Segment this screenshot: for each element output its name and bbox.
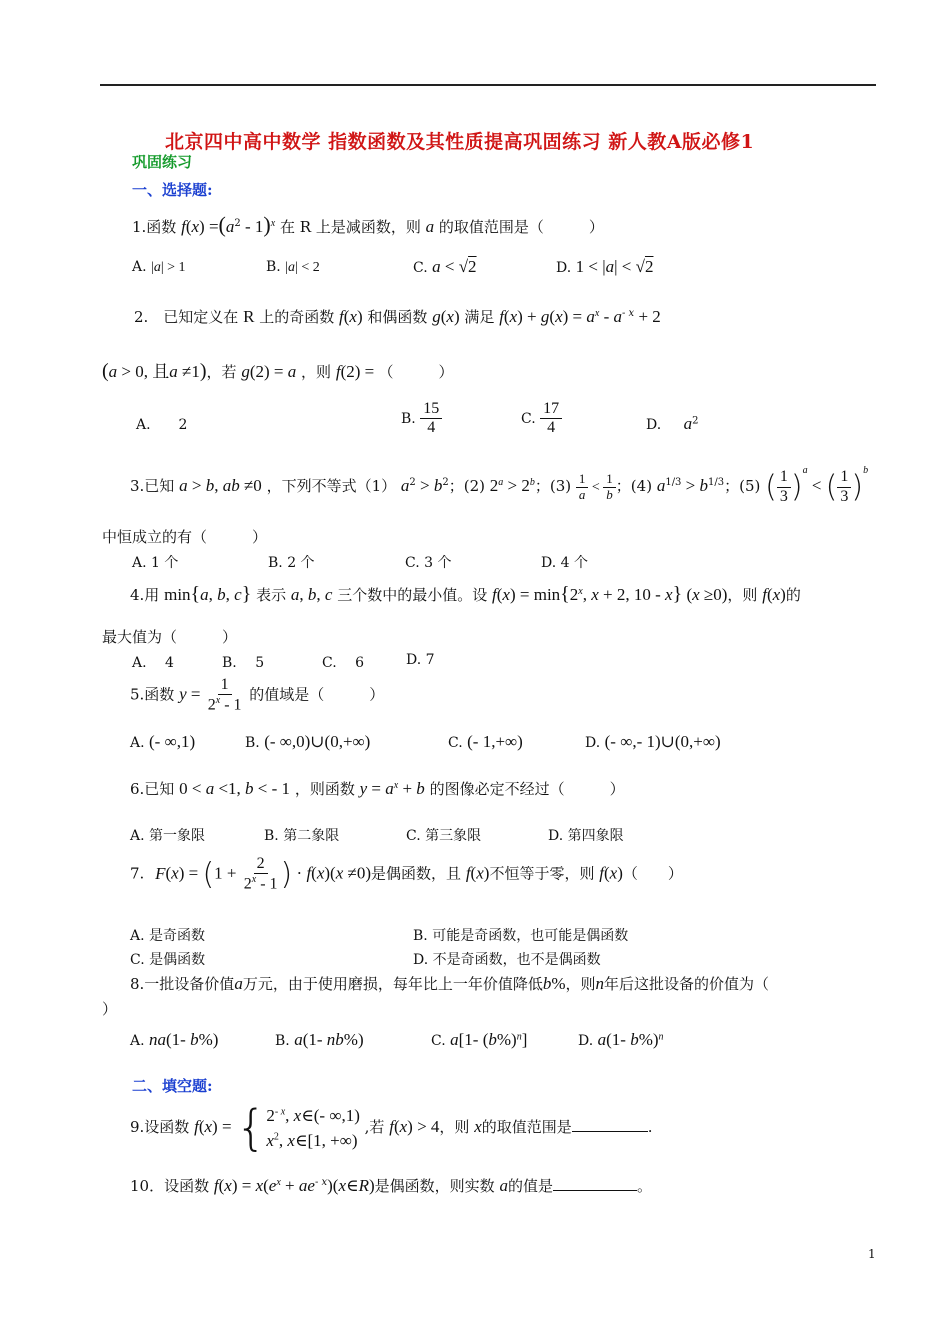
q4-stem-c: 三个数中的最小值。设: [337, 586, 488, 604]
q10-stem-b: 是偶函数，则实数: [374, 1177, 495, 1195]
q1-stem-a: 1.函数: [132, 218, 177, 236]
q3-option-b: B. 2 个: [268, 555, 315, 571]
q5-option-b: B. (- ∞,0)∪(0,+∞): [245, 732, 371, 751]
q5-stem-b: 的值域是（ ）: [249, 685, 385, 704]
header-rule: [100, 84, 876, 86]
q7-option-c: C. 是偶函数: [130, 952, 206, 968]
q10-stem-a: 10．设函数: [130, 1177, 210, 1195]
q6-stem-b: ，则函数: [294, 780, 355, 798]
page-number: 1: [868, 1247, 876, 1261]
q8-option-c: C. a[1- $(b\%)^n$]: [431, 1030, 528, 1049]
q2-stem-c: 和偶函数: [367, 308, 428, 326]
q10-stem-c: 的值是: [507, 1177, 553, 1195]
q2-stem-e: ，若: [206, 363, 237, 381]
question-7: 7. F(x) = (1 + $\frac{2}{2^x - 1}$ ) · f(x)(x ≠0)是偶函数，且 f(x)不恒等于零，则 f(x)（ ）: [130, 855, 683, 893]
q3-option-a: A. 1 个: [132, 555, 179, 571]
q3-option-c: C. 3 个: [405, 555, 452, 571]
q7-stem-c: 不恒等于零，则: [489, 864, 595, 883]
question-3: 3.已知 a > b, ab ≠0 ，下列不等式（1） $a^2 > b^2$；(2) $2^a > 2^b$；(3) $\frac{1}{a}$ < $\frac{1}{b}$ ；(4) $a^{1/3} > b^{1/3}$；(5) ( $\frac{1}{3}$ )$^a$ < ( $\frac{1}{3}$ )$^b$: [130, 465, 869, 505]
q5-option-c: C. (- 1,+∞): [448, 732, 523, 751]
question-2: 2. 已知定义在 R 上的奇函数 f(x) 和偶函数 g(x) 满足 $f(x) + g(x) = a^x - a^{- x} + 2$: [134, 307, 661, 326]
q10-answer-blank[interactable]: [553, 1176, 637, 1191]
q2-stem-b: 上的奇函数: [259, 308, 335, 326]
question-2-line2: (a > 0, 且a ≠1)，若 g(2) = a ，则 f(2) = （ ）: [102, 360, 454, 382]
q8-option-b: B. a(1- nb%): [275, 1030, 364, 1049]
question-6: 6.已知 0 < a <1, b < - 1 ，则函数 $y = a^x + b$ 的图像必定不经过（ ）: [130, 779, 625, 798]
q1-option-b: B. |a| < 2: [266, 259, 320, 275]
q2-stem-f: ，则: [301, 363, 332, 381]
q4-option-c: C. 6: [322, 655, 365, 671]
q7-stem-b: 是偶函数，且: [371, 864, 462, 883]
question-4: 4.用 min{a, b, c} 表示 a, b, c 三个数中的最小值。设 $f(x) = \min\{2^x$, x + 2, 10 - x} (x ≥0)，则 f(x)的: [130, 583, 801, 605]
question-9: 9.设函数 f(x) = { $2^{- x}$, x∈(- ∞,1) $x^2$, x∈[1, +∞) ,若 f(x) > 4，则 x的取值范围是 .: [130, 1100, 653, 1156]
q4-stem-d: ，则: [727, 586, 758, 604]
q7-option-a: A. 是奇函数: [130, 928, 206, 944]
q2-stem-g: （ ）: [378, 363, 454, 381]
q4-option-b: B. 5: [222, 655, 265, 671]
q1-stem-b: 在 R 上是减函数，则: [279, 218, 421, 236]
q1-option-c: C. a < √2: [413, 257, 477, 276]
q4-stem-e: 的: [785, 586, 801, 604]
question-10: 10．设函数 $f(x) = x(e^x$ + $ae^{- x})(x\in R)$是偶函数，则实数 a的值是 。: [130, 1176, 652, 1195]
q6-option-d: D. 第四象限: [548, 828, 624, 844]
q7-option-b: B. 可能是奇函数，也可能是偶函数: [413, 928, 629, 944]
q4-option-a: A. 4: [132, 655, 174, 671]
section-choice-heading: 一、选择题:: [132, 181, 213, 199]
q6-option-c: C. 第三象限: [406, 828, 482, 844]
q2-option-b: B. $\frac{15}{4}$: [401, 400, 442, 438]
q6-option-b: B. 第二象限: [264, 828, 340, 844]
q7-stem-d: （ ）: [622, 864, 683, 883]
q2-stem-d: 满足: [464, 308, 495, 326]
q2-option-d: D. $a^2$: [646, 414, 699, 433]
q4-stem-a: 4.用: [130, 586, 160, 604]
page-title: 北京四中高中数学 指数函数及其性质提高巩固练习 新人教A版必修1: [165, 131, 755, 153]
q5-stem-a: 5.函数: [130, 685, 175, 704]
q4-tail: 最大值为（ ）: [102, 628, 238, 646]
q8-tail: ）: [102, 1000, 118, 1018]
q6-stem-c: 的图像必定不经过（ ）: [429, 780, 625, 798]
question-8: 8.一批设备价值a万元，由于使用磨损，每年比上一年价值降低b%，则n年后这批设备的价值为（: [130, 974, 770, 993]
q8-option-d: D. a(1- b%)$^n$: [578, 1030, 664, 1049]
q2-option-a: A. 2: [136, 417, 188, 433]
q8-stem-d: 年后这批设备的价值为（: [604, 975, 770, 993]
q8-stem-a: 8.一批设备价值: [130, 975, 235, 993]
q1-formula: f: [181, 217, 186, 236]
q9-answer-blank[interactable]: [572, 1117, 648, 1132]
q7-option-d: D. 不是奇函数，也不是偶函数: [413, 952, 601, 968]
section-subtitle: 巩固练习: [132, 153, 193, 171]
question-5: 5.函数 y = $\frac{1}{2^x - 1}$ 的值域是（ ）: [130, 676, 385, 714]
q4-option-d: D. 7: [406, 652, 435, 668]
q1-option-d: D. 1 < |a| < √2: [556, 257, 654, 276]
q8-stem-c: ，则: [565, 975, 596, 993]
q3-tail: 中恒成立的有（ ）: [102, 528, 268, 546]
section-fill-heading: 二、填空题:: [132, 1077, 213, 1095]
q3-option-d: D. 4 个: [541, 555, 588, 571]
q9-stem-c: ，则: [439, 1118, 470, 1136]
q2-option-c: C. $\frac{17}{4}$: [521, 400, 562, 438]
q9-stem-b: ,若: [364, 1118, 385, 1136]
q3-stem-b: ，下列不等式（1）: [266, 477, 397, 495]
q5-option-a: A. (- ∞,1): [130, 732, 196, 751]
question-1: 1.函数 $f(x) =(a^2 - 1)^x$ 在 R 上是减函数，则 a 的取值范围是（ ）: [132, 212, 604, 237]
q9-stem-d: 的取值范围是: [481, 1118, 572, 1136]
q6-option-a: A. 第一象限: [130, 828, 206, 844]
q1-stem-c: 的取值范围是（ ）: [438, 218, 604, 236]
q2-stem-a: 2. 已知定义在: [134, 308, 239, 326]
q8-stem-b: 万元，由于使用磨损，每年比上一年价值降低: [242, 975, 543, 993]
q8-option-a: A. na(1- b%): [130, 1030, 219, 1049]
q3-stem-a: 3.已知: [130, 477, 175, 495]
q6-stem-a: 6.已知: [130, 780, 175, 798]
q1-option-a: A. |a| > 1: [132, 259, 186, 275]
q4-stem-b: 表示: [256, 586, 287, 604]
q9-stem-a: 9.设函数: [130, 1118, 190, 1136]
q5-option-d: D. (- ∞,- 1)∪(0,+∞): [585, 732, 721, 751]
